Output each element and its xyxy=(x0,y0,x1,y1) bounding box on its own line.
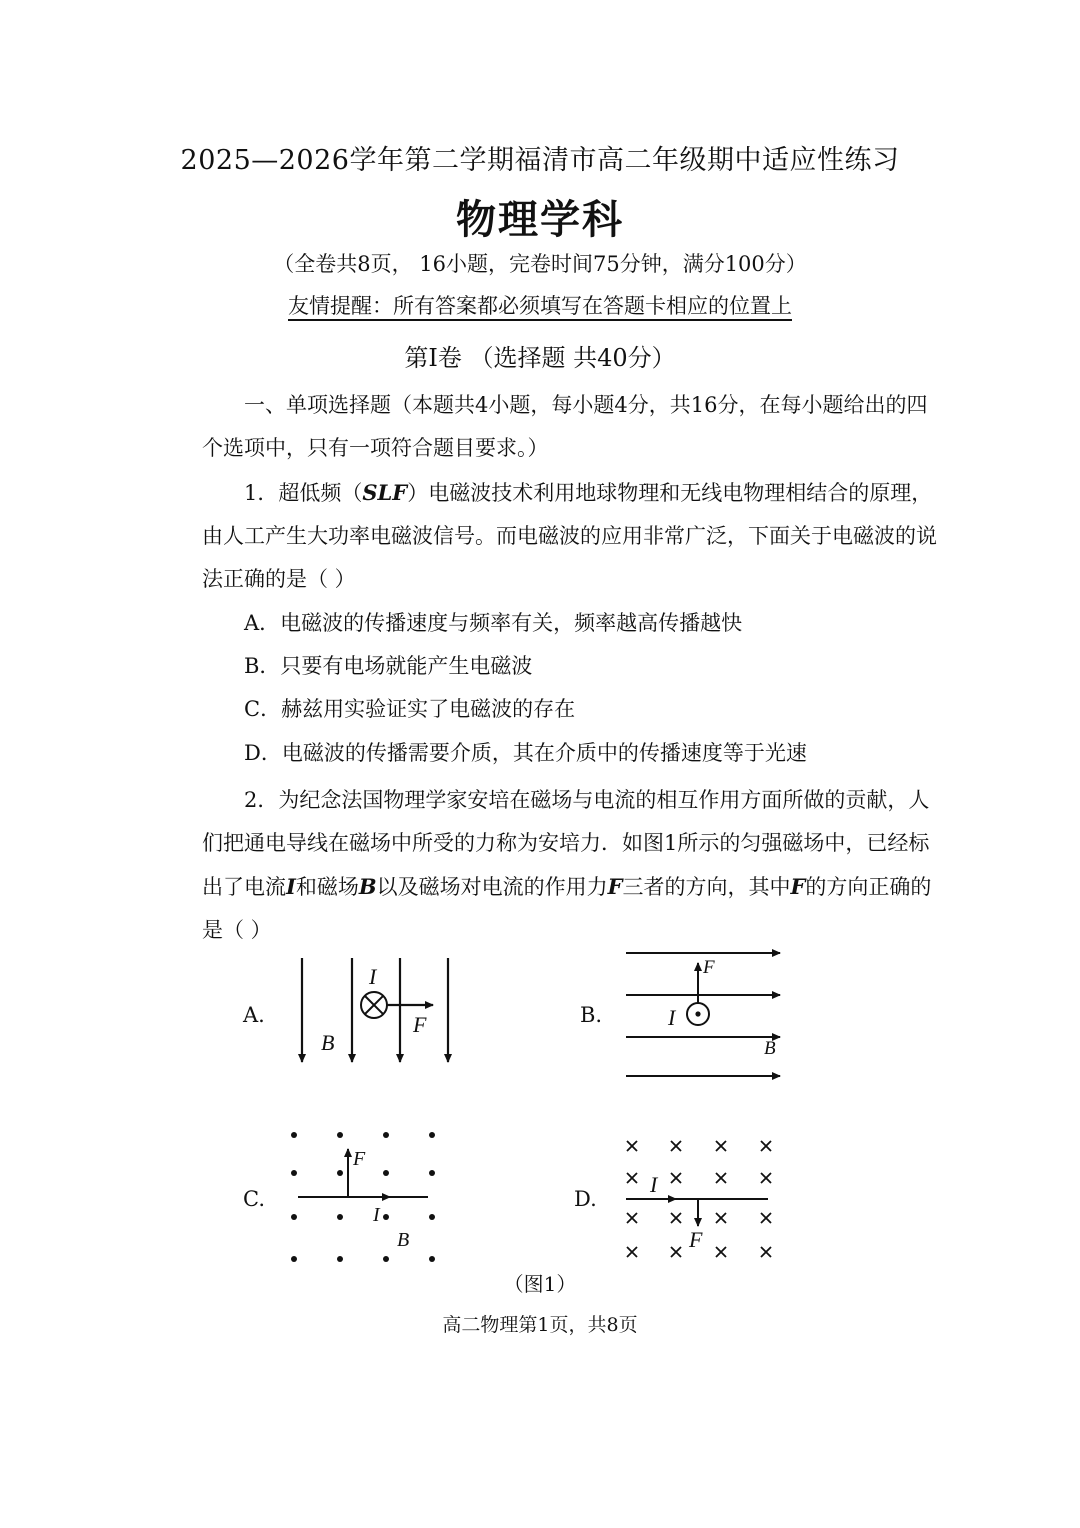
label-i-b: I xyxy=(668,1005,676,1030)
label-b-c: B xyxy=(397,1229,410,1251)
figure-d xyxy=(618,1130,788,1270)
question-2-stem-c: 以及磁场对电流的作用力 xyxy=(376,875,608,899)
label-f-a: F xyxy=(413,1012,427,1037)
exam-title: 2025—2026学年第二学期福清市高二年级期中适应性练习 xyxy=(180,145,900,176)
label-i-d: I xyxy=(650,1172,658,1197)
question-1-stem-b: ）电磁波技术利用地球物理和无线电物理相结合的原理，由人工产生大功率电磁波信号。而电磁波的应用非常广泛，下面关于电磁波的说法正确的是（ ） xyxy=(202,481,937,591)
question-2-stem-a: 为纪念法国物理学家安培在磁场与电流的相互作用方面所做的贡献，人们把通电导线在磁场中所受的力称为安培力．如图1所示的匀强磁场中，已经标出了电流 xyxy=(202,788,930,899)
label-b-b: B xyxy=(764,1038,776,1059)
question-2-stem-d: 三者的方向，其中 xyxy=(622,875,791,899)
question-1-option-b[interactable]: B．只要有电场就能产生电磁波 xyxy=(244,654,533,678)
label-i-c: I xyxy=(373,1204,380,1226)
figure-c xyxy=(280,1125,450,1270)
figure-a xyxy=(285,950,475,1070)
figure-c-label[interactable]: C. xyxy=(243,1187,265,1211)
part1-intro: 一、单项选择题（本题共4小题，每小题4分，共16分，在每小题给出的四个选项中，只有一项符合题目要求。） xyxy=(202,393,928,460)
current-out-of-page-symbol xyxy=(687,1003,709,1025)
label-f-c: F xyxy=(353,1148,366,1170)
question-2-stem xyxy=(202,779,947,952)
slf-term: SLF xyxy=(362,480,408,505)
var-force: F xyxy=(607,874,623,899)
question-1-option-a[interactable]: A．电磁波的传播速度与频率有关，频率越高传播越快 xyxy=(244,611,743,635)
reminder-note: 友情提醒：所有答案都必须填写在答题卡相应的位置上 xyxy=(288,294,792,318)
question-1-number: 1． xyxy=(244,481,279,505)
question-2-number: 2． xyxy=(244,788,279,812)
var-current: I xyxy=(286,874,296,899)
question-1-stem-a: 超低频（ xyxy=(278,481,363,505)
exam-info: （全卷共8页， 16小题，完卷时间75分钟，满分100分） xyxy=(273,252,807,276)
figure-caption: （图1） xyxy=(503,1272,577,1296)
question-2-stem-e: 的方向正确的是（ ） xyxy=(202,875,932,942)
label-i-a: I xyxy=(369,964,377,989)
var-force-2: F xyxy=(790,874,806,899)
current-into-page-symbol xyxy=(361,992,387,1018)
question-1-option-c[interactable]: C．赫兹用实验证实了电磁波的存在 xyxy=(244,697,576,721)
label-f-d: F xyxy=(689,1227,703,1252)
var-field: B xyxy=(358,874,377,899)
figure-d-label[interactable]: D. xyxy=(574,1187,597,1211)
page-footer: 高二物理第1页，共8页 xyxy=(442,1314,638,1336)
label-f-b: F xyxy=(703,957,715,978)
label-b-a: B xyxy=(321,1030,335,1055)
subject-title: 物理学科 xyxy=(456,197,624,243)
figure-a-label[interactable]: A. xyxy=(243,1003,265,1027)
question-2-stem-b: 和磁场 xyxy=(295,875,359,899)
question-1-option-d[interactable]: D．电磁波的传播需要介质，其在介质中的传播速度等于光速 xyxy=(244,741,807,765)
question-1-stem xyxy=(202,471,947,601)
figure-b xyxy=(620,945,790,1085)
section-title: 第Ⅰ卷 （选择题 共40分） xyxy=(404,344,676,372)
figure-b-label[interactable]: B. xyxy=(580,1003,603,1027)
